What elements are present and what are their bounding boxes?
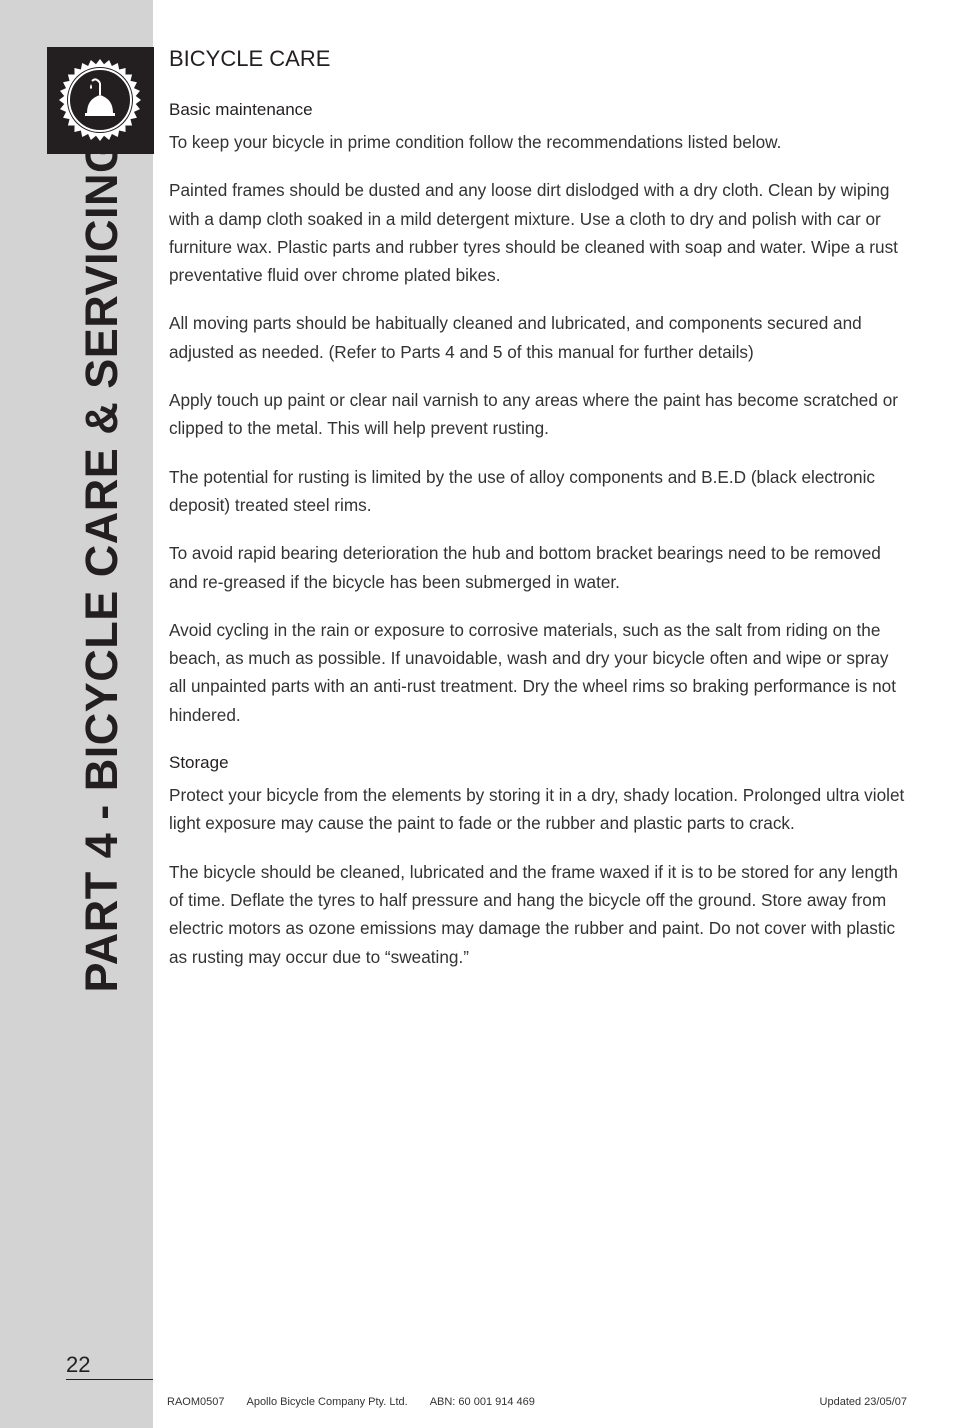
updated-date: Updated 23/05/07 [819, 1396, 907, 1408]
basic-maintenance-heading: Basic maintenance [169, 100, 313, 119]
storage-heading: Storage [169, 753, 229, 773]
paragraph-moving-parts: All moving parts should be habitually cleaned and lubricated, and components secured and adjusted as needed. (Refer to Parts 4 and 5 of this manual for further details) [169, 313, 862, 362]
paragraph-intro: To keep your bicycle in prime condition follow the recommendations listed below. [169, 132, 782, 152]
doc-code: RAOM0507 [167, 1396, 225, 1408]
main-content [169, 44, 909, 971]
page-number-rule [66, 1379, 153, 1380]
abn: ABN: 60 001 914 469 [429, 1396, 535, 1408]
paragraph-rusting: The potential for rusting is limited by the use of alloy components and B.E.D (black electronic deposit) treated steel rims. [169, 466, 875, 515]
section-title: BICYCLE CARE [169, 46, 331, 71]
company-name: Apollo Bicycle Company Pty. Ltd. [246, 1396, 408, 1408]
part-title: PART 4 - BICYCLE CARE & SERVICING [76, 137, 127, 993]
paragraph-touch-up: Apply touch up paint or clear nail varnish to any areas where the paint has become scratched or clipped to the metal. This will help prevent rusting. [169, 390, 898, 439]
paragraph-painted-frames: Painted frames should be dusted and any loose dirt dislodged with a dry cloth. Clean by wiping with a damp cloth soaked in a mild detergent mixture. Use a cloth to dry and polish with car or furniture wax. Plastic parts and rubber tyres should be cleaned with soap and water. Wipe a rust preventative fluid over chrome plated bikes. [169, 180, 898, 286]
footer-info [167, 1396, 557, 1408]
paragraph-storage-long-term: The bicycle should be cleaned, lubricated and the frame waxed if it is to be stored for any length of time. Deflate the tyres to half pressure and hang the bicycle off the ground. Store away from electric motors as ozone emissions may damage the rubber and paint. Do not cover with plastic as rusting may occur due to “sweating.” [169, 861, 898, 967]
paragraph-bearings: To avoid rapid bearing deterioration the hub and bottom bracket bearings need to be removed and re-greased if the bicycle has been submerged in water. [169, 543, 881, 592]
sidebar [0, 0, 153, 1428]
paragraph-rain: Avoid cycling in the rain or exposure to corrosive materials, such as the salt from riding on the beach, as much as possible. If unavoidable, wash and dry your bicycle often and wipe or spray all unpainted parts with an anti-rust treatment. Dry the wheel rims so braking performance is not hindered. [169, 619, 896, 725]
page-number: 22 [66, 1352, 91, 1377]
paragraph-storage-elements: Protect your bicycle from the elements by storing it in a dry, shady location. Prolonged ultra violet light exposure may cause the paint to fade or the rubber and plastic parts to crack. [169, 785, 905, 834]
